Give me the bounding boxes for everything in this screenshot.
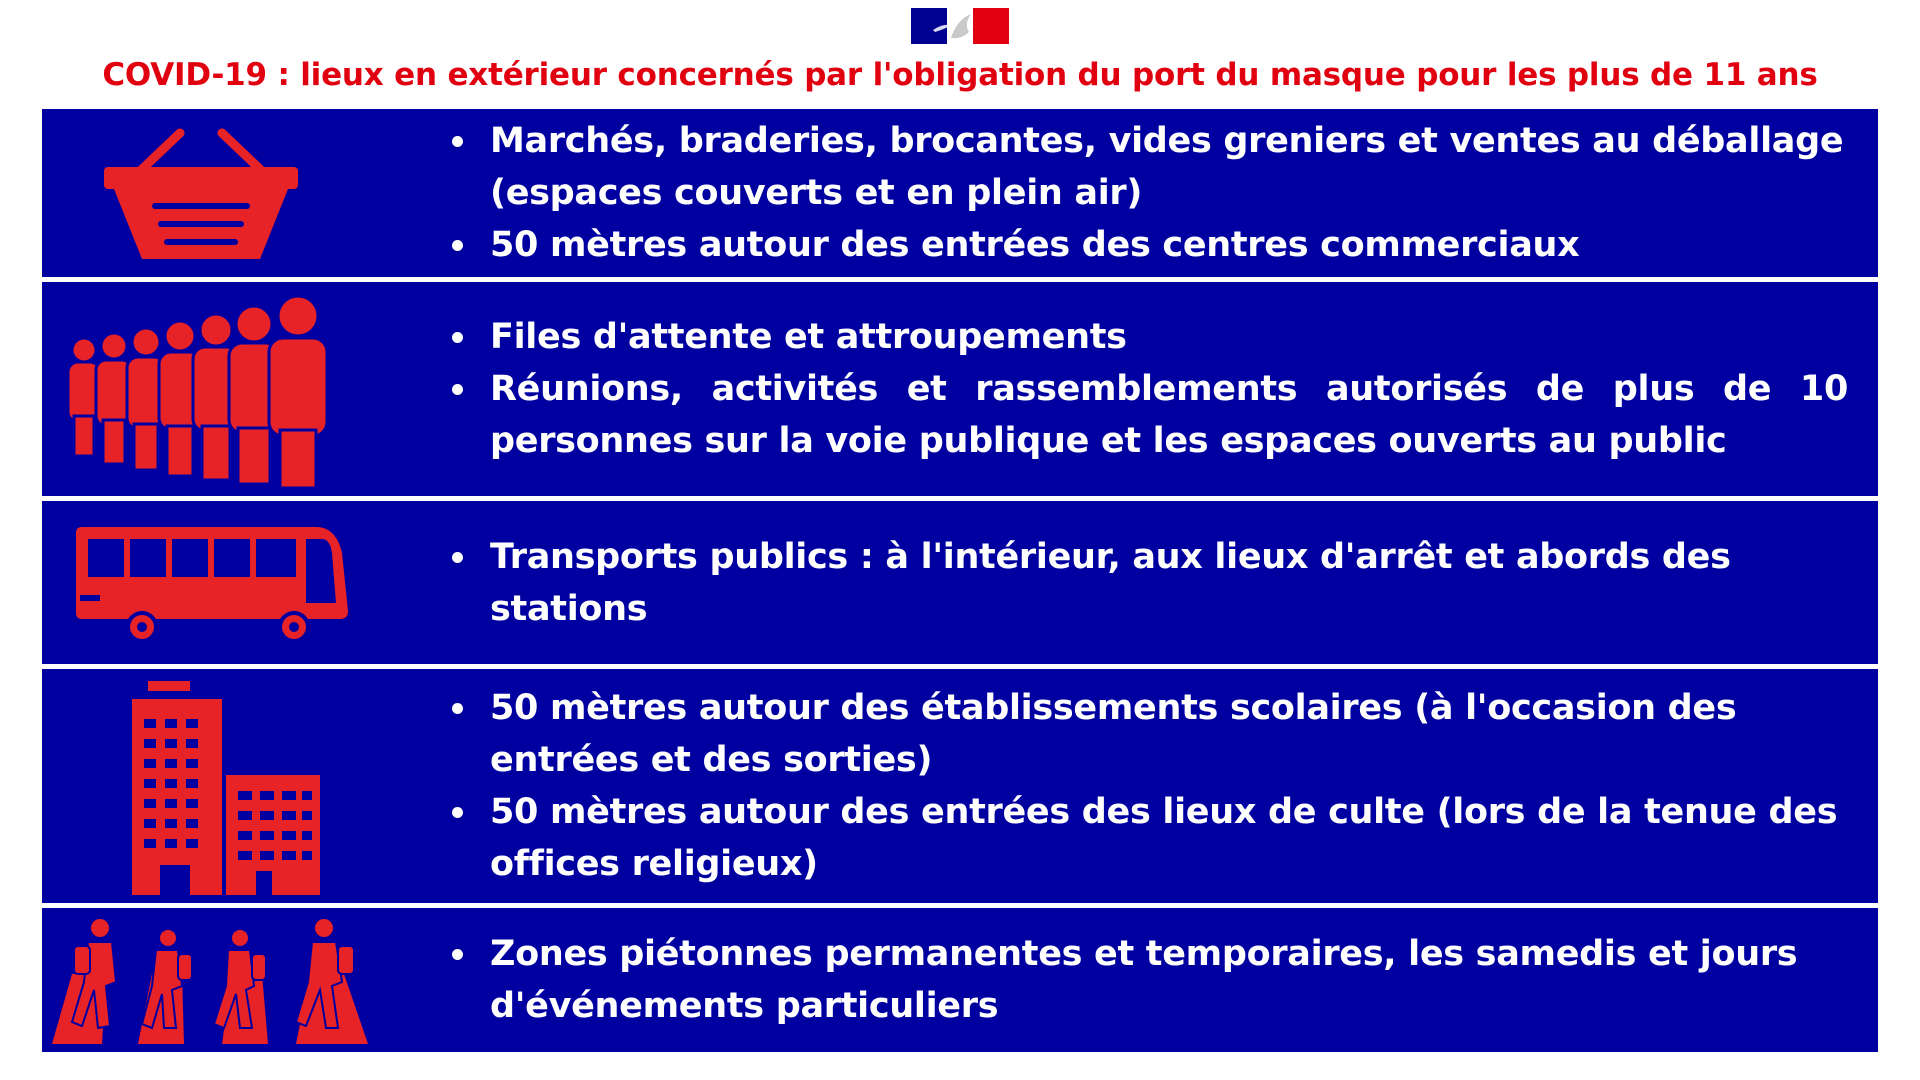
list-item: Files d'attente et attroupements [442, 311, 1848, 363]
list-item: 50 mètres autour des établissements scolaires (à l'occasion des entrées et des sorties) [442, 682, 1848, 786]
section-markets [42, 109, 1878, 277]
list-item: 50 mètres autour des entrées des lieux de culte (lors de la tenue des offices religieux) [442, 786, 1848, 890]
section-transport [42, 501, 1878, 664]
section-pedestrian [42, 908, 1878, 1052]
buildings-icon [42, 669, 402, 903]
section-gatherings [42, 282, 1878, 496]
queue-people-icon [42, 282, 402, 496]
marianne-logo [911, 8, 1009, 44]
page-title: COVID-19 : lieux en extérieur concernés par l'obligation du port du masque pour les plus de 11 ans [102, 57, 1818, 93]
shopping-basket-icon [42, 109, 402, 277]
bus-icon [42, 501, 402, 664]
list-item: Marchés, braderies, brocantes, vides greniers et ventes au déballage (espaces couverts et en plein air) [442, 115, 1848, 219]
list-item: Zones piétonnes permanentes et temporaires, les samedis et jours d'événements particuliers [442, 928, 1848, 1032]
list-item: Transports publics : à l'intérieur, aux lieux d'arrêt et abords des stations [442, 531, 1848, 635]
list-item: 50 mètres autour des entrées des centres commerciaux [442, 219, 1848, 271]
list-item: Réunions, activités et rassemblements autorisés de plus de 10 personnes sur la voie publique et les espaces ouverts au public [442, 363, 1848, 467]
pedestrians-icon [42, 908, 402, 1052]
section-schools-worship [42, 669, 1878, 903]
